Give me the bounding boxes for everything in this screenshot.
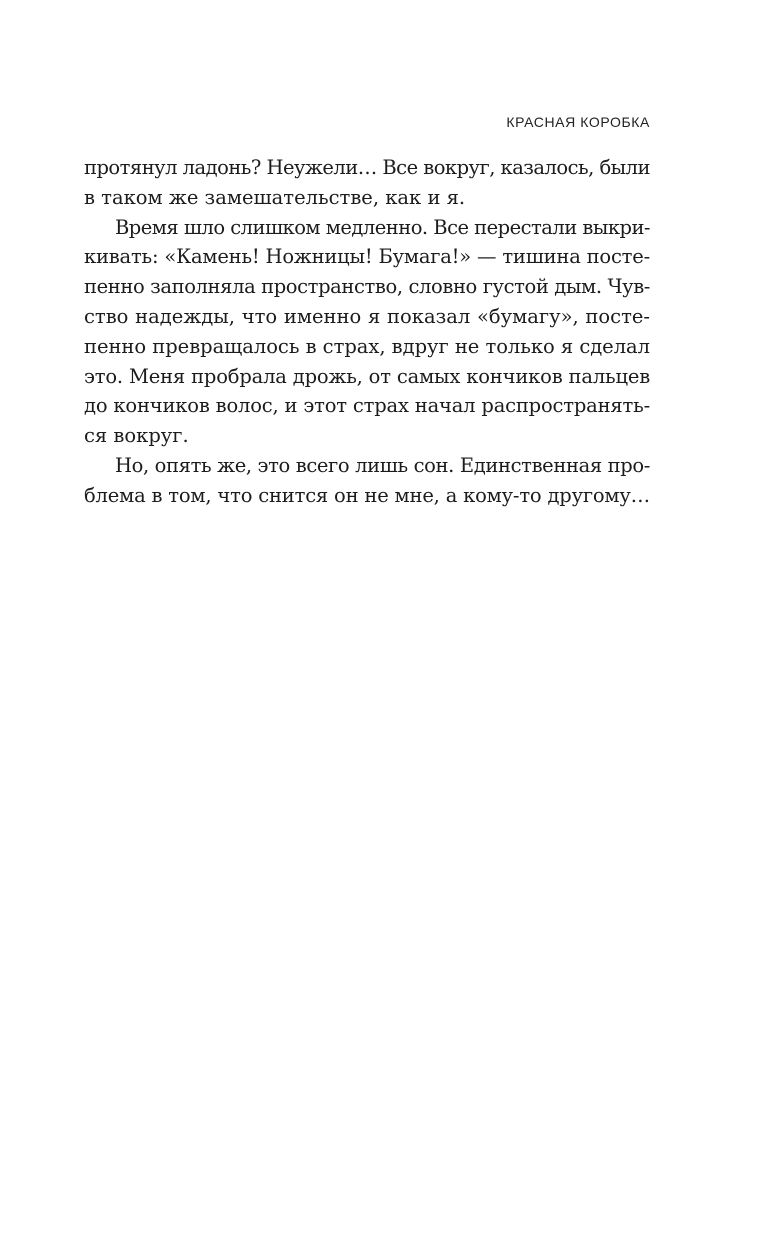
text-line: ство надежды, что именно я показал «бумагу», посте- xyxy=(84,304,650,328)
text-line: до кончиков волос, и этот страх начал распространять- xyxy=(84,394,650,418)
text-line: протянул ладонь? Неужели… Все вокруг, казалось, были xyxy=(84,156,650,179)
paragraph-3 xyxy=(84,451,650,511)
paragraph-2 xyxy=(84,213,650,451)
text-line: ся вокруг. xyxy=(84,424,189,448)
paragraph-1 xyxy=(84,153,650,213)
text-line: это. Меня пробрала дрожь, от самых кончиков пальцев xyxy=(84,364,650,388)
text-line: кивать: «Камень! Ножницы! Бумага!» — тишина посте- xyxy=(84,245,650,269)
text-line: в таком же замешательстве, как и я. xyxy=(84,185,466,209)
text-line: Время шло слишком медленно. Все перестали выкри- xyxy=(115,215,650,239)
text-line: пенно заполняла пространство, словно густой дым. Чув- xyxy=(84,275,650,299)
text-line: блема в том, что снится он не мне, а кому-то другому… xyxy=(84,483,650,507)
text-line: Но, опять же, это всего лишь сон. Единственная про- xyxy=(115,453,650,477)
running-head: КРАСНАЯ КОРОБКА xyxy=(506,114,650,130)
text-line: пенно превращалось в страх, вдруг не только я сделал xyxy=(84,334,650,358)
body-text xyxy=(84,153,650,511)
